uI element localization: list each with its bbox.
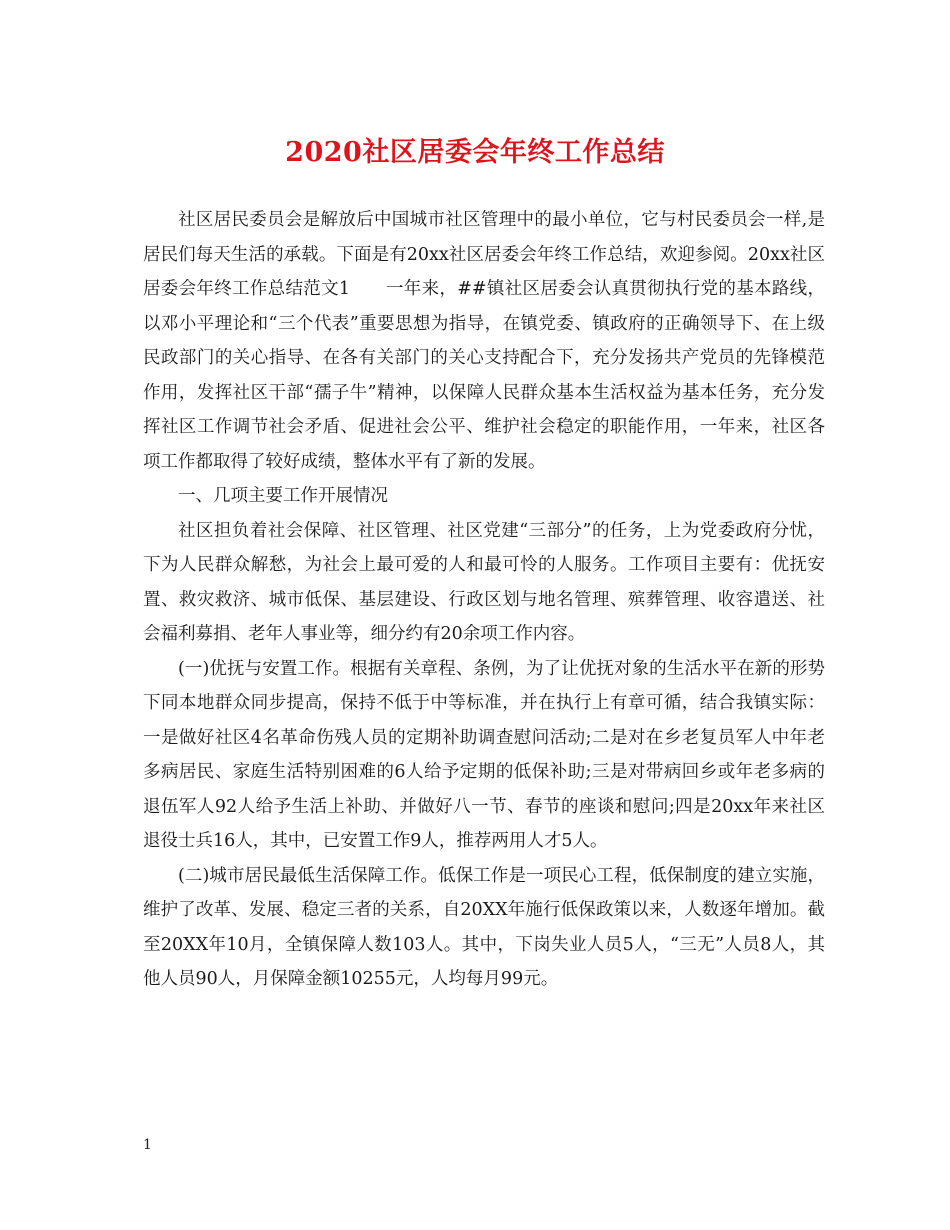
- document-body: [143, 203, 825, 997]
- document-title: 2020社区居委会年终工作总结: [285, 137, 665, 168]
- paragraph-placement-work: (一)优抚与安置工作。根据有关章程、条例，为了让优抚对象的生活水平在新的形势下同本地群众同步提高，保持不低于中等标准，并在执行上有章可循，结合我镇实际：一是做好社区4名革命伤残人员的定期补助调查慰问活动;二是对在乡老复员军人中年老多病居民、家庭生活特别困难的6人给予定期的低保补助;三是对带病回乡或年老多病的退伍军人92人给予生活上补助、并做好八一节、春节的座谈和慰问;四是20xx年来社区退役士兵16人，其中，已安置工作9人，推荐两用人才5人。: [143, 658, 825, 851]
- paragraph-section-heading: 一、几项主要工作开展情况: [178, 486, 388, 506]
- page-number: 1: [143, 1137, 152, 1153]
- paragraph-minimum-living: (二)城市居民最低生活保障工作。低保工作是一项民心工程，低保制度的建立实施，维护了改革、发展、稳定三者的关系，自20XX年施行低保政策以来，人数逐年增加。截至20XX年10月，全镇保障人数103人。其中，下岗失业人员5人，“三无”人员8人，其他人员90人，月保障金额10255元，人均每月99元。: [143, 865, 825, 989]
- paragraph-intro: 社区居民委员会是解放后中国城市社区管理中的最小单位，它与村民委员会一样,是居民们每天生活的承载。下面是有20xx社区居委会年终工作总结，欢迎参阅。20xx社区居委会年终工作总结范文1 一年来，##镇社区居委会认真贯彻执行党的基本路线，以邓小平理论和“三个代表”重要思想为指导，在镇党委、镇政府的正确领导下、在上级民政部门的关心指导、在各有关部门的关心支持配合下，充分发扬共产党员的先锋模范作用，发挥社区干部“孺子牛”精神，以保障人民群众基本生活权益为基本任务，充分发挥社区工作调节社会矛盾、促进社会公平、维护社会稳定的职能作用，一年来，社区各项工作都取得了较好成绩，整体水平有了新的发展。: [143, 210, 825, 472]
- paragraph-work-overview: 社区担负着社会保障、社区管理、社区党建“三部分”的任务，上为党委政府分忧，下为人民群众解愁，为社会上最可爱的人和最可怜的人服务。工作项目主要有：优抚安置、救灾救济、城市低保、基层建设、行政区划与地名管理、殡葬管理、收容遣送、社会福利募捐、老年人事业等，细分约有20余项工作内容。: [143, 520, 825, 644]
